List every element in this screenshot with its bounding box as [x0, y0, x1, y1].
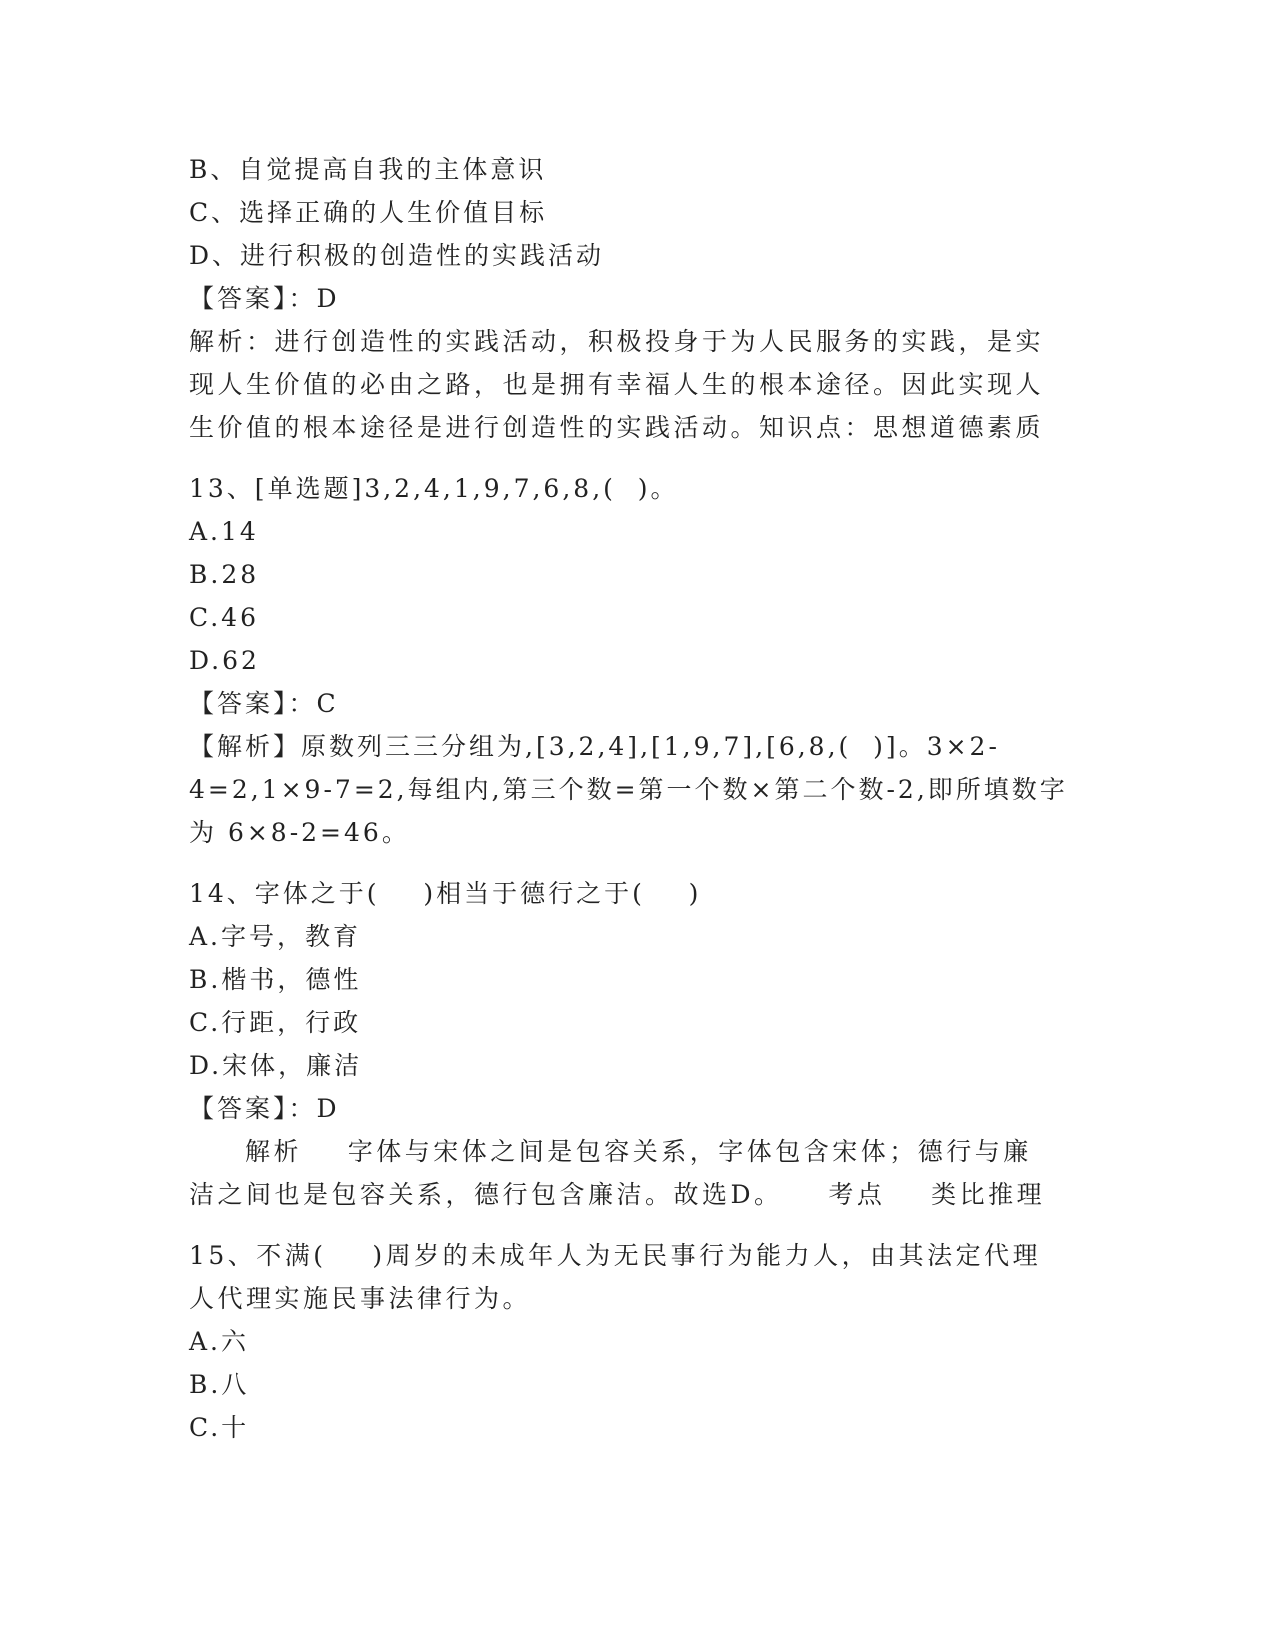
option-c: C.46: [189, 603, 259, 632]
option-a: A.字号，教育: [189, 922, 362, 951]
question-14: [189, 872, 1089, 1216]
option-c: C.行距，行政: [189, 1008, 362, 1037]
option-b: B、自觉提高自我的主体意识: [189, 155, 547, 184]
question-15: [189, 1234, 1089, 1449]
analysis-line: 解析：进行创造性的实践活动，积极投身于为人民服务的实践，是实: [189, 327, 1045, 356]
option-a: A.14: [189, 517, 259, 546]
question-text: 13、[单选题]3,2,4,1,9,7,6,8,( )。: [189, 474, 679, 503]
analysis-line: 现人生价值的必由之路，也是拥有幸福人生的根本途径。因此实现人: [189, 370, 1045, 399]
analysis-line: 生价值的根本途径是进行创造性的实践活动。知识点：思想道德素质: [189, 413, 1045, 442]
analysis-line: 洁之间也是包容关系，德行包含廉洁。故选D。 考点 类比推理: [189, 1180, 1046, 1209]
option-b: B.楷书，德性: [189, 965, 362, 994]
document-page: [189, 148, 1089, 1449]
question-text: 人代理实施民事法律行为。: [189, 1284, 532, 1313]
question-12: [189, 148, 1089, 449]
question-text: 15、不满( )周岁的未成年人为无民事行为能力人，由其法定代理: [189, 1241, 1042, 1270]
option-d: D.宋体，廉洁: [189, 1051, 363, 1080]
analysis-line: 为 6×8-2=46。: [189, 818, 410, 847]
option-c: C.十: [189, 1413, 250, 1442]
answer: 【答案】：D: [189, 1094, 340, 1123]
option-c: C、选择正确的人生价值目标: [189, 198, 548, 227]
option-d: D.62: [189, 646, 260, 675]
question-text: 14、字体之于( )相当于德行之于( ): [189, 879, 702, 908]
analysis-line: 4=2,1×9-7=2,每组内,第三个数=第一个数×第二个数-2,即所填数字: [189, 775, 1068, 804]
option-b: B.八: [189, 1370, 250, 1399]
answer: 【答案】：D: [189, 284, 340, 313]
analysis-line: 【解析】原数列三三分组为,[3,2,4],[1,9,7],[6,8,( )]。3×2-: [189, 732, 1000, 761]
option-d: D、进行积极的创造性的实践活动: [189, 241, 605, 270]
option-b: B.28: [189, 560, 260, 589]
option-a: A.六: [189, 1327, 250, 1356]
answer: 【答案】：C: [189, 689, 339, 718]
question-13: [189, 467, 1089, 854]
analysis-line: 解析 字体与宋体之间是包容关系，字体包含宋体；德行与廉: [245, 1137, 1032, 1166]
